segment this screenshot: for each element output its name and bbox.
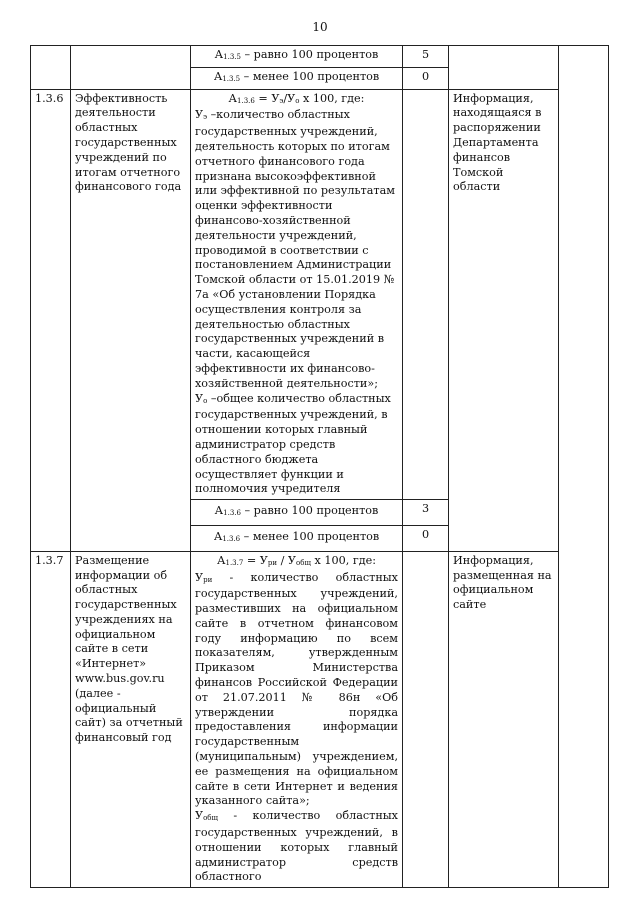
condition-cell: А1.3.5 – равно 100 процентов [191, 46, 403, 68]
definition: Уо –общее количество областных государственных учреждений, в отношении которых главный администратор средств областного бюджета осуществляет функции и полномочия учредителя [195, 391, 391, 496]
item-number: 1.3.6 [31, 89, 71, 551]
condition-cell: А1.3.5 – менее 100 процентов [191, 67, 403, 89]
formula: А1.3.7 = Ури / Уобщ x 100, где: [217, 553, 376, 567]
source-cell: Информация, размещенная на официальном сайте [449, 551, 559, 888]
item-number: 1.3.7 [31, 551, 71, 888]
source-cell [449, 46, 559, 90]
score-cell: 0 [403, 525, 449, 551]
score-cell: 5 [403, 46, 449, 68]
table-row [31, 46, 609, 68]
score-cell [403, 89, 449, 500]
extra-column-cell [559, 46, 609, 888]
condition-cell: А1.3.6 – равно 100 процентов [191, 500, 403, 526]
definition: Уобщ - количество областных государственных учреждений, в отношении которых главный администратор средств областного [195, 809, 398, 884]
formula: А1.3.6 = Уэ/Уо x 100, где: [228, 91, 365, 105]
source-cell: Информация, находящаяся в распоряжении Департамента финансов Томской области [449, 89, 559, 551]
method-cell [191, 551, 403, 888]
item-name: Эффективность деятельности областных государственных учреждений по итогам отчетного финансового года [71, 89, 191, 551]
condition-cell: А1.3.6 – менее 100 процентов [191, 525, 403, 551]
name-cell [71, 46, 191, 90]
method-cell [191, 89, 403, 500]
definition: Ури - количество областных государственных учреждений, разместивших на официальном сайте в отчетном финансовом году информацию по всем показателям, утвержденным Приказом Министерства финансов Российской Федерации от 21.07.2011 № 86н «Об утверждении порядка предоставления информации государственным (муниципальным) учреждением, ее размещения на официальном сайте в сети Интернет и ведения указанного сайта»; [195, 570, 398, 808]
score-cell: 0 [403, 67, 449, 89]
table-row [31, 89, 609, 500]
item-name: Размещение информации об областных государственных учреждениях на официальном сайте в сети «Интернет» www.bus.gov.ru (далее - официальный сайт) за отчетный финансовый год [71, 551, 191, 888]
definition: Уэ –количество областных государственных учреждений, деятельность которых по итогам отчетного финансового года признана высокоэффективной или эффективной по результатам оценки эффективности финансово-хозяйственной деятельности учреждений, проводимой в соответствии с постановлением Администрации Томской области от 15.01.2019 № 7а «Об установлении Порядка осуществления контроля за деятельностью областных государственных учреждений в части, касающейся эффективности их финансово-хозяйственной деятельности»; [195, 108, 395, 390]
page-number: 10 [312, 20, 328, 34]
score-cell: 3 [403, 500, 449, 526]
criteria-table [30, 45, 609, 888]
table-row [31, 551, 609, 888]
score-cell [403, 551, 449, 888]
number-cell [31, 46, 71, 90]
